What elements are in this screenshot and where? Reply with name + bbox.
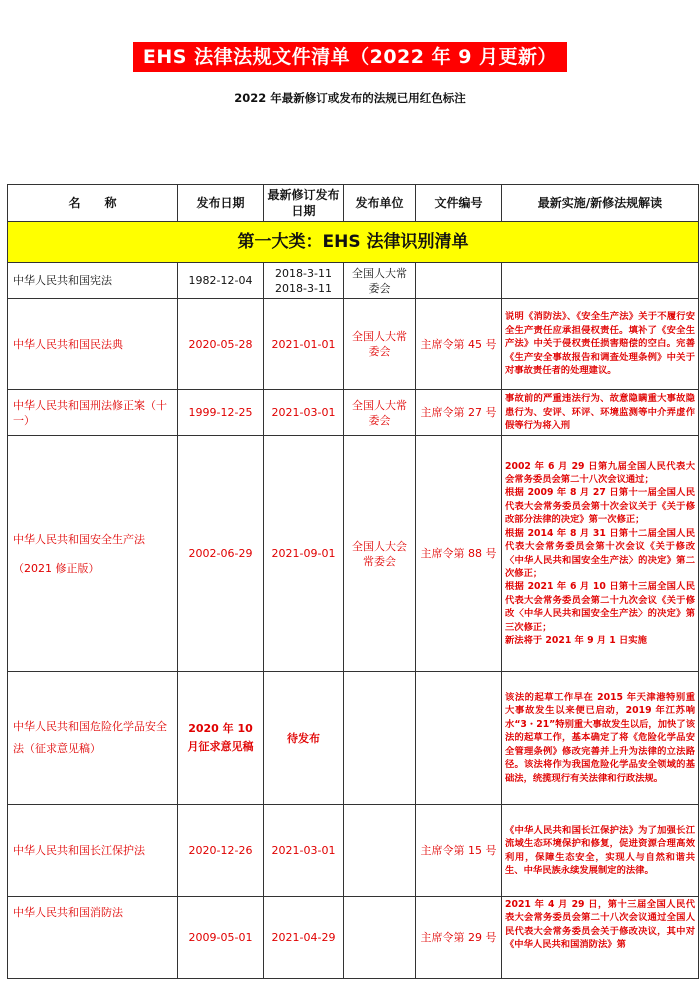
interpretation <box>502 263 699 299</box>
revise-date: 2021-04-29 <box>264 897 344 979</box>
col-header-doc-no: 文件编号 <box>416 185 502 222</box>
interpretation: 该法的起草工作早在 2015 年天津港特别重大事故发生以来便已启动，2019 年江苏响水“3・21”特别重大事故发生以后，加快了该法的起草工作，基本确定了将《危险化学品安全管理条例》修改完善并上升为法律的立法路径。该法将作为我国危险化学品安全领域的基础法，统揽现行有关法律和行政法规。 <box>502 672 699 805</box>
doc-number: 主席令第 27 号 <box>416 390 502 436</box>
interpretation: 2021 年 4 月 29 日，第十三届全国人民代表大会常务委员会第二十八次会议通过全国人民代表大会常务委员会关于修改决议，其中对《中华人民共和国消防法》第 <box>502 897 699 979</box>
law-name: 中华人民共和国宪法 <box>8 263 178 299</box>
doc-number <box>416 672 502 805</box>
law-name-main: 中华人民共和国安全生产法 <box>13 532 145 546</box>
interpretation-line: 根据 2009 年 8 月 27 日第十一届全国人民代表大会常务委员会第十次会议关于《关于修改部分法律的决定》第一次修正； <box>505 487 695 526</box>
issuer: 全国人大常委会 <box>344 299 416 390</box>
interpretation: 事故前的严重违法行为、故意隐瞒重大事故隐患行为、安评、环评、环境监测等中介弄虚作假等行为将入刑 <box>502 390 699 436</box>
doc-number <box>416 263 502 299</box>
revise-date: 2021-09-01 <box>264 436 344 672</box>
revise-date-line: 2018-3-11 <box>275 266 332 280</box>
title-banner <box>0 42 700 72</box>
law-name <box>8 436 178 672</box>
publish-date: 2002-06-29 <box>178 436 264 672</box>
law-name: 中华人民共和国消防法 <box>8 897 178 979</box>
issuer <box>344 672 416 805</box>
category-title: 第一大类：EHS 法律识别清单 <box>8 222 699 263</box>
interpretation-line: 新法将于 2021 年 9 月 1 日实施 <box>505 634 647 646</box>
revise-date: 2021-01-01 <box>264 299 344 390</box>
col-header-issuer: 发布单位 <box>344 185 416 222</box>
table-row <box>8 390 699 436</box>
revise-date: 2021-03-01 <box>264 390 344 436</box>
doc-number: 主席令第 29 号 <box>416 897 502 979</box>
table-header-row <box>8 185 699 222</box>
revise-date <box>264 263 344 299</box>
table-row <box>8 436 699 672</box>
category-row <box>8 222 699 263</box>
col-header-revise-date: 最新修订发布日期 <box>264 185 344 222</box>
publish-date: 2020-05-28 <box>178 299 264 390</box>
table-row <box>8 897 699 979</box>
revise-date: 2021-03-01 <box>264 805 344 897</box>
col-header-interpretation: 最新实施/新修法规解读 <box>502 185 699 222</box>
publish-date: 2009-05-01 <box>178 897 264 979</box>
document-title: EHS 法律法规文件清单（2022 年 9 月更新） <box>133 42 567 72</box>
doc-number: 主席令第 88 号 <box>416 436 502 672</box>
interpretation-line: 2002 年 6 月 29 日第九届全国人民代表大会常务委员会第二十八次会议通过； <box>505 460 695 486</box>
interpretation <box>502 436 699 672</box>
col-header-publish-date: 发布日期 <box>178 185 264 222</box>
law-name-edition: （2021 修正版） <box>13 561 100 575</box>
table-row <box>8 805 699 897</box>
regulations-table <box>7 184 699 979</box>
issuer <box>344 805 416 897</box>
table-row <box>8 299 699 390</box>
publish-date: 2020-12-26 <box>178 805 264 897</box>
law-name: 中华人民共和国民法典 <box>8 299 178 390</box>
issuer: 全国人大会常委会 <box>344 436 416 672</box>
law-name: 中华人民共和国长江保护法 <box>8 805 178 897</box>
issuer: 全国人大常委会 <box>344 390 416 436</box>
revise-date: 待发布 <box>264 672 344 805</box>
interpretation: 《中华人民共和国长江保护法》为了加强长江流域生态环境保护和修复，促进资源合理高效利用，保障生态安全，实现人与自然和谐共生、中华民族永续发展制定的法律。 <box>502 805 699 897</box>
law-name: 中华人民共和国危险化学品安全法（征求意见稿） <box>8 672 178 805</box>
table-row <box>8 672 699 805</box>
issuer: 全国人大常委会 <box>344 263 416 299</box>
table-row <box>8 263 699 299</box>
doc-number: 主席令第 15 号 <box>416 805 502 897</box>
publish-date: 1999-12-25 <box>178 390 264 436</box>
interpretation-line: 根据 2014 年 8 月 31 日第十二届全国人民代表大会常务委员会第十次会议《关于修改〈中华人民共和国安全生产法〉的决定》第二次修正； <box>505 527 695 579</box>
publish-date: 1982-12-04 <box>178 263 264 299</box>
doc-number: 主席令第 45 号 <box>416 299 502 390</box>
issuer <box>344 897 416 979</box>
revise-date-line: 2018-3-11 <box>275 281 332 295</box>
document-subtitle: 2022 年最新修订或发布的法规已用红色标注 <box>234 91 466 105</box>
interpretation-line: 根据 2021 年 6 月 10 日第十三届全国人民代表大会常务委员会第二十九次会议《关于修改〈中华人民共和国安全生产法〉的决定》第三次修正； <box>505 581 695 633</box>
publish-date: 2020 年 10 月征求意见稿 <box>178 672 264 805</box>
interpretation: 说明《消防法》、《安全生产法》关于不履行安全生产责任应承担侵权责任。填补了《安全生产法》中关于侵权责任损害赔偿的空白。完善《生产安全事故报告和调查处理条例》中关于对事故责任者的处理建议。 <box>502 299 699 390</box>
law-name: 中华人民共和国刑法修正案（十一） <box>8 390 178 436</box>
col-header-name: 名 称 <box>8 185 178 222</box>
